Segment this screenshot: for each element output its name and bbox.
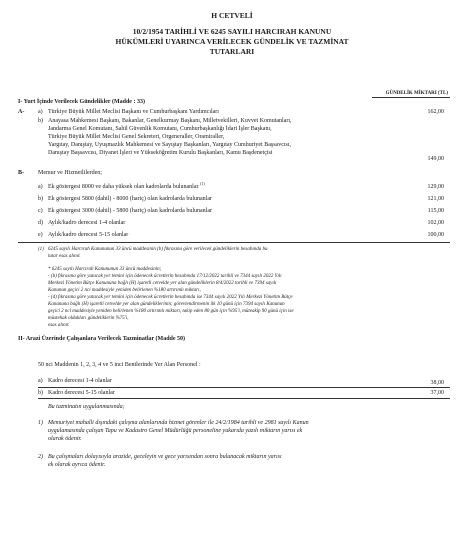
item-text-line: Yargıtay, Danıştay, Uyuşmazlık Mahkemesi ve Sayıştay Başkanları, Yargıtay Cumhuriyet Başsavcısı, (48, 142, 292, 148)
item-amount: 149,00 (427, 156, 444, 162)
item-text-line: Jandarma Genel Komutanı, Sahil Güvenlik Komutanı, Cumhurbaşkanlığı İdari İşler Başkanı, (48, 126, 272, 132)
item-amount: 121,00 (427, 196, 444, 202)
item-amount: 38,00 (430, 380, 444, 386)
item-text: Kadro derecesi 1-4 olanlar (48, 378, 112, 384)
item-marker: a) (38, 184, 43, 190)
item-amount: 100,00 (427, 232, 444, 238)
item-text: Türkiye Büyük Millet Meclisi Başkanı ve Cumhurbaşkanı Yardımcıları (48, 109, 219, 115)
item-amount: 162,00 (427, 109, 444, 115)
item-marker: a) (38, 109, 43, 115)
item-marker: c) (38, 208, 43, 214)
star-note-line: müstehak oldukları gündeliklerin %75'i, (48, 316, 129, 321)
item-marker: a) (38, 378, 43, 384)
item-amount: 129,00 (427, 184, 444, 190)
divider (38, 387, 450, 388)
cetvel-title: H CETVELİ (211, 11, 253, 20)
item-marker: b) (38, 196, 43, 202)
column-header-rule (372, 97, 450, 98)
item-marker: b) (38, 390, 43, 396)
section-1-b-title: Memur ve Hizmetlilerden; (38, 170, 102, 176)
star-note-line: Merkezi Yönetim Bütçe Kanununa bağlı (H) işaretli cetvelde yer alan gündeliklerin 8/4/2022 tarihli ve 7394 sayılı (48, 281, 277, 286)
footnote-line: tutar esas alınır. (48, 254, 81, 259)
item-text: Ek göstergesi 5800 (dahil) - 8000 (hariç) olan kadrolarda bulunanlar (48, 196, 213, 202)
note-marker: 1) (38, 420, 43, 426)
star-note-line: - (b) fıkrasına göre yatacak yer temini için ödenecek ücretlerin hesabında 17/12/2022 tarihli ve 7344 sayılı 2022 Yılı (48, 274, 282, 279)
item-text-line: Türkiye Büyük Millet Meclisi Genel Sekreteri, Orgeneraller, Oramiraller, (48, 134, 225, 140)
star-note-line: esas alınır. (48, 323, 70, 328)
item-text: Ek göstergesi 3000 (dahil) - 5800 (hariç) olan kadrolarda bulunanlar (48, 208, 213, 214)
section-2-note-intro: Bu tazminatın uygulanmasında; (48, 404, 125, 410)
item-text: Ek göstergesi 8000 ve daha yüksek olan kadrolarda bulunanlar $^{(1)}$ (48, 181, 205, 190)
note-marker: 2) (38, 454, 43, 460)
star-note-line: Kanununa bağlı (H) işaretli cetvelde yer alan gündeliklerinin; görevlendirmenin ilk 10 günü için 7394 sayılı Kanunun (48, 302, 285, 307)
note-line: uygulamasında çalışan Tapu ve Kadastro Genel Müdürlüğü personeline yukarıda yazılı miktarın yarısı ek (48, 428, 303, 434)
item-amount: 102,00 (427, 220, 444, 226)
footnote-marker: (1) (38, 247, 44, 252)
divider (38, 398, 450, 399)
column-header: GÜNDELİK MİKTARI (TL) (385, 91, 448, 96)
footnote-line: 6245 sayılı Harcırah Kanununun 33 üncü maddesinin (b) fıkrasına göre verilecek gündeliklerin hesabında bu (48, 247, 268, 252)
note-line: Memuriyet mahalli dışındaki çalışma alanlarında hizmet görenler ile 24/2/1984 tarihli ve 2981 sayılı Kanun (48, 420, 309, 426)
section-1-title: I- Yurt İçinde Verilecek Gündelikler (Madde : 33) (18, 99, 145, 105)
item-text: Kadro derecesi 5-15 olanlar (48, 390, 115, 396)
note-line: ek olarak ayrıca ödenir. (48, 462, 106, 468)
item-marker: e) (38, 232, 43, 238)
heading-line-2: HÜKÜMLERİ UYARINCA VERİLECEK GÜNDELİK VE TAZMİNAT (115, 37, 349, 46)
note-line: Bu çalışmaları dolayısıyla arazide, geceleyin ve gece yarısından sonra bulunacak miktarın yarısı (48, 454, 282, 460)
footnote-ref: (1) (200, 181, 205, 186)
item-text-line: Danıştay Başsavcısı, Diyanet İşleri ve Yükseköğretim Kurulu Başkanları, Kamu Başdenetçisi (48, 150, 273, 156)
item-amount: 37,00 (430, 390, 444, 396)
star-note-line: geçici 2 nci maddesiyle yeniden belirlenen %180 artırımlı miktarı, takip eden 80 gün için %95'i, müteakip 90 günü için ise (48, 309, 294, 314)
item-marker: d) (38, 220, 43, 226)
section-2-intro: 50 nci Maddenin 1, 2, 3, 4 ve 5 inci Bentlerinde Yer Alan Personel : (38, 362, 201, 368)
item-amount: 115,00 (427, 208, 444, 214)
star-note-line: - (d) fıkrasına göre yatacak yer temini için ödenecek ücretlerin hesabında ise 7344 sayılı 2022 Yılı Merkezi Yönetim Bütçe (48, 295, 293, 300)
star-note-line: * 6245 sayılı Harcırah Kanununun 33 üncü maddesinin; (48, 267, 162, 272)
star-note-line: Kanunun geçici 2 nci maddesiyle yeniden belirlenen %180 artırımlı miktarı, (48, 288, 201, 293)
divider (18, 242, 450, 243)
section-1-b-marker: B- (18, 170, 24, 176)
heading-line-1: 10/2/1954 TARİHLİ VE 6245 SAYILI HARCIRAH KANUNU (132, 27, 332, 36)
item-text: Aylık/kadro derecesi 1-4 olanlar (48, 220, 126, 226)
item-text-line: Anayasa Mahkemesi Başkanı, Bakanlar, Genelkurmay Başkanı, Milletvekilleri, Kuvvet Komutanları, (48, 118, 292, 124)
section-2-title: II- Arazi Üzerinde Çalışanlara Verilecek Tazminatlar (Madde 50) (18, 336, 186, 342)
item-text: Aylık/kadro derecesi 5-15 olanlar (48, 232, 129, 238)
note-line: olarak ödenir. (48, 436, 82, 442)
heading-line-3: TUTARLARI (209, 47, 255, 56)
section-1-a-marker: A- (18, 109, 25, 115)
item-marker: b) (38, 118, 43, 124)
